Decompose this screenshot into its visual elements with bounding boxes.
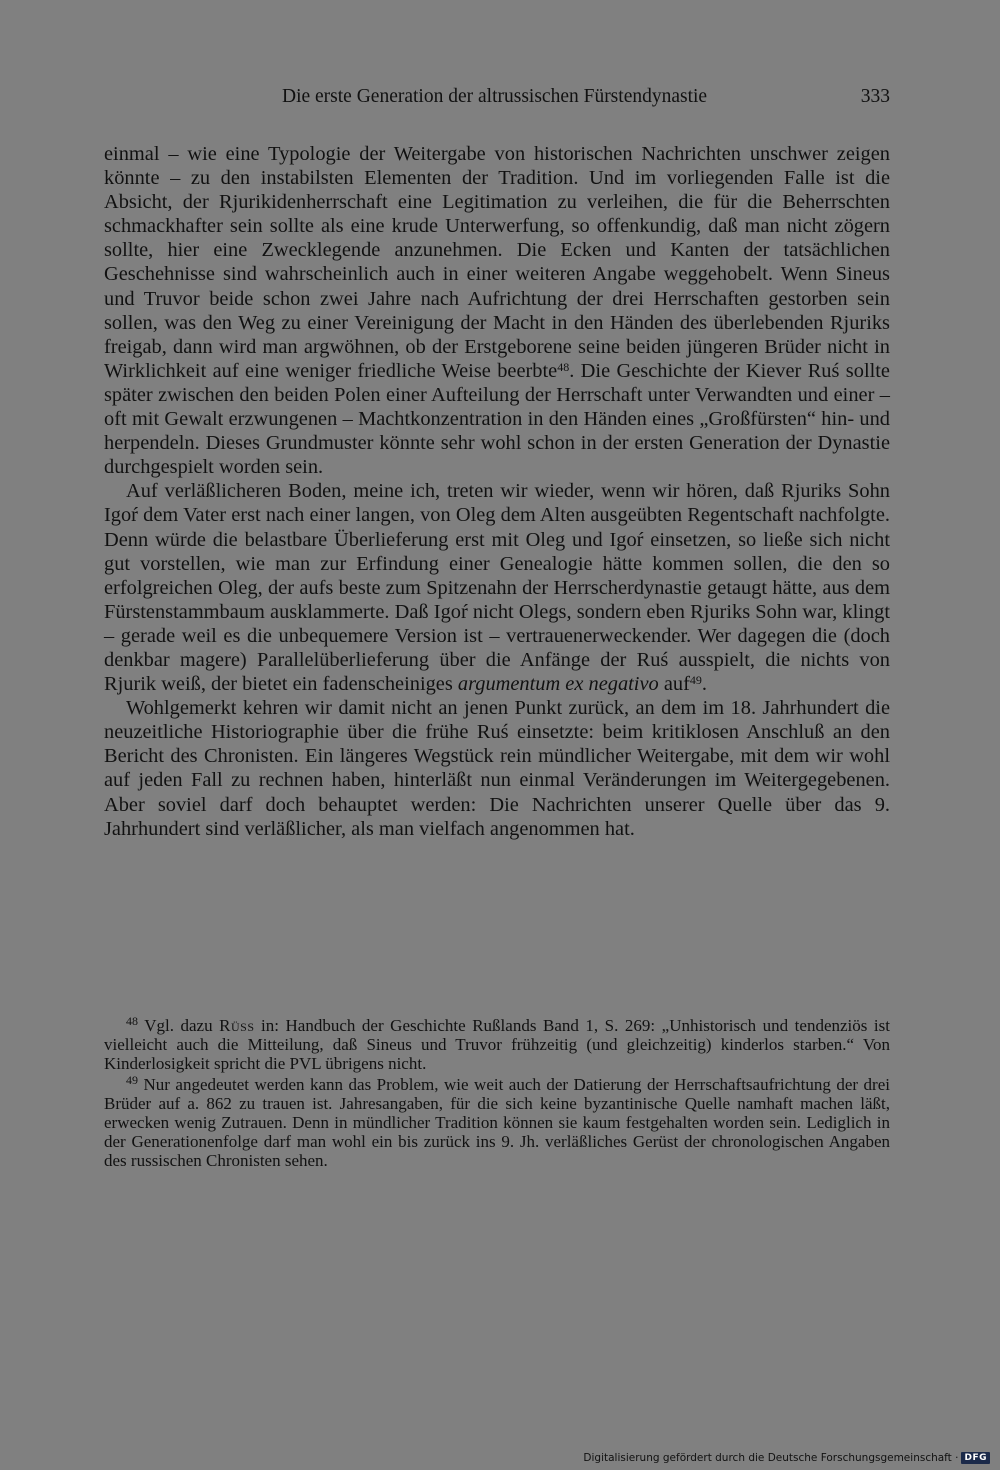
footnote-49-text: Nur angedeutet werden kann das Problem, wie weit auch der Datierung der Herrschaftsaufrichtung der drei Brüder auf a. 862 zu trauen ist. Jahresangaben, für die sich keine byzantinische Quelle namhaft machen läßt, erwecken wenig Zutrauen. Denn in mündlicher Tradition können sie kaum festgehalten worden sein. Lediglich in der Generationenfolge darf man wohl ein bis zurück ins 9. Jh. verläßliches Gerüst der chronologischen Angaben des russischen Chronisten sehen. [104,1074,890,1171]
footnote-49-number: 49 [126,1072,138,1087]
paragraph-2-end: . [701,673,707,696]
footnote-ref-48[interactable]: 48 [557,359,570,374]
page-number: 333 [860,86,890,107]
paragraph-2-text-after: auf [658,673,690,696]
footnote-48-after: in: Handbuch der Geschichte Rußlands Band 1, S. 269: „Unhistorisch und tendenziös ist vielleicht auch die Mitteilung, daß Sineus und Truvor frühzeitig (und gleichzeitig) kinderlos starben.“ Von Kinderlosigkeit spricht die PVL übrigens nicht. [104,1016,890,1074]
footnote-ref-49[interactable]: 49 [689,673,702,688]
paragraph-3 [104,696,890,841]
paragraph-2-italic: argumentum ex negativo [457,673,659,696]
main-text [104,142,890,841]
paragraph-1-text: einmal – wie eine Typologie der Weitergabe von historischen Nachrichten unschwer zeigen könnte – zu den instabilsten Elementen der Tradition. Und im vorliegenden Falle ist die Absicht, der Rjurikidenherrschaft eine Legitimation zu verleihen, die für die Beherrschten schmackhafter sein sollte als eine krude Unterwerfung, so offenkundig, daß man nicht zögern sollte, hier eine Zwecklegende anzunehmen. Die Ecken und Kanten der tatsächlichen Geschehnisse sind wahrscheinlich auch in einer weiteren Angabe weggehobelt. Wenn Sineus und Truvor beide schon zwei Jahre nach Aufrichtung der drei Herrschaften gestorben sein sollen, was den Weg zu einer Vereinigung der Macht in den Händen des überlebenden Rjuriks freigab, dann wird man argwöhnen, ob der Erstgeborene seine beiden jüngeren Brüder nicht in Wirklichkeit auf eine weniger friedliche Weise beerbte [104,143,890,382]
footnote-49 [104,1072,890,1171]
paragraph-2 [104,479,890,696]
paragraph-1 [104,142,890,479]
page-header [270,86,890,112]
footnotes [104,1016,890,1172]
running-title: Die erste Generation der altrussischen Fürstendynastie [282,86,708,107]
footnote-48-author: Rüss [219,1016,255,1035]
paragraph-1-text-after: . Die Geschichte der Kiever Ruś sollte später zwischen den beiden Polen einer Aufteilung der Herrschaft unter Verwandten und einer – oft mit Gewalt erzwungenen – Machtkonzentration in den Händen eines „Großfürsten“ hin- und herpendeln. Dieses Grundmuster könnte sehr wohl schon in der ersten Generation der Dynastie durchgespielt worden sein. [104,359,890,479]
footnote-48-before: Vgl. dazu [138,1016,220,1035]
paragraph-2-text: Auf verläßlicheren Boden, meine ich, treten wir wieder, wenn wir hören, daß Rjuriks Sohn Igoŕ dem Vater erst nach einer langen, von Oleg dem Alten ausgeübten Regentschaft nachfolgte. Denn würde die belastbare Überlieferung erst mit Oleg und Igoŕ einsetzen, so ließe sich nicht gut vorstellen, wie man zur Erfindung einer Genealogie hätte kommen sollen, die den so erfolgreichen Oleg, der aufs beste zum Spitzenahn der Herrscherdynastie getaugt hätte, aus dem Fürstenstammbaum ausklammerte. Daß Igoŕ nicht Olegs, sondern eben Rjuriks Sohn war, klingt – gerade weil es die unbequemere Version ist – vertrauenerweckender. Wer dagegen die (doch denkbar magere) Parallelüberlieferung über die Anfänge der Ruś ausspielt, die nichts von Rjurik weiß, der bietet ein fadenscheiniges [104,480,890,696]
footnote-48-number: 48 [126,1014,138,1028]
footer-credit [583,1452,990,1464]
paragraph-3-text: Wohlgemerkt kehren wir damit nicht an jenen Punkt zurück, an dem im 18. Jahrhundert die neuzeitliche Historiographie über die frühe Ruś einsetzte: beim kritiklosen Anschluß an den Bericht des Chronisten. Ein längeres Wegstück rein mündlicher Weitergabe, mit dem wir wohl auf jeden Fall zu rechnen haben, hinterläßt nun einmal Veränderungen im Weitergegebenen. Aber soviel darf doch behauptet werden: Die Nachrichten unserer Quelle über das 9. Jahrhundert sind verläßlicher, als man vielfach angenommen hat. [104,697,890,840]
dfg-logo: DFG [961,1452,990,1464]
footer-credit-text: Digitalisierung gefördert durch die Deutsche Forschungsgemeinschaft · [583,1452,959,1464]
footnote-48 [104,1016,890,1074]
